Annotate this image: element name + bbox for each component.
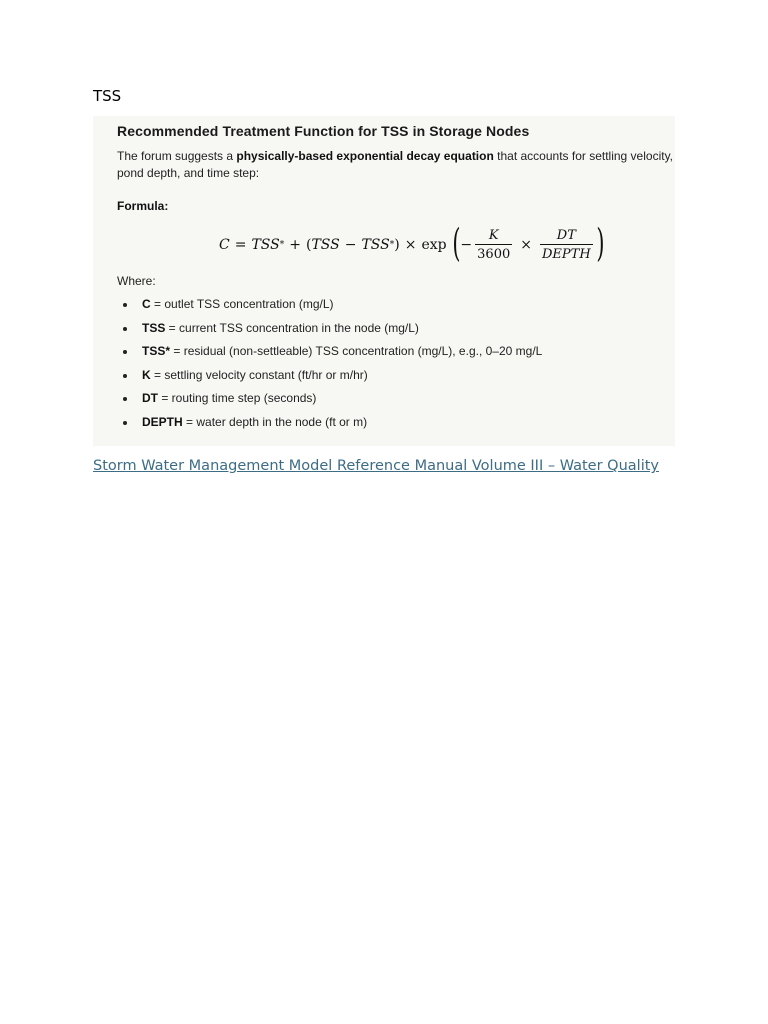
- figure-intro: [117, 148, 673, 182]
- section-heading: TSS: [93, 87, 122, 105]
- eq-times-2: ×: [520, 237, 532, 253]
- list-item: [117, 320, 542, 344]
- eq-big-close-paren: ): [595, 221, 605, 265]
- eq-plus: +: [289, 237, 301, 253]
- list-item: [117, 343, 542, 367]
- intro-text-start: The forum suggests a: [117, 149, 237, 163]
- variable-description: = water depth in the node (ft or m): [182, 414, 368, 429]
- eq-lhs: C: [219, 237, 230, 253]
- tss-equation: [219, 222, 604, 268]
- eq-exp: exp: [421, 237, 447, 253]
- eq-tss: TSS: [311, 237, 340, 253]
- variable-list: [117, 296, 542, 438]
- variable-symbol: K: [142, 367, 151, 382]
- eq-depth: DEPTH: [540, 244, 593, 262]
- list-item: [117, 390, 542, 414]
- intro-text-end: that accounts for settling velocity, pond depth, and time step:: [117, 149, 674, 180]
- where-label: Where:: [117, 274, 156, 288]
- eq-neg: −: [460, 237, 473, 253]
- bullet-icon: [123, 374, 127, 378]
- eq-tss-star-2: TSS: [361, 237, 390, 253]
- figure-title: Recommended Treatment Function for TSS in Storage Nodes: [117, 123, 530, 139]
- bullet-icon: [123, 397, 127, 401]
- eq-tss-star: TSS: [251, 237, 280, 253]
- bullet-icon: [123, 327, 127, 331]
- bullet-icon: [123, 350, 127, 354]
- eq-star-2: *: [389, 240, 395, 250]
- eq-fraction-k: [475, 228, 512, 262]
- eq-big-open-paren: (: [451, 221, 461, 265]
- eq-times: ×: [404, 237, 417, 253]
- variable-symbol: DEPTH: [142, 414, 183, 429]
- variable-symbol: TSS: [142, 320, 166, 335]
- variable-symbol: C: [142, 297, 151, 311]
- variable-description: = current TSS concentration in the node (mg/L): [165, 320, 419, 335]
- variable-symbol: TSS*: [142, 344, 171, 359]
- eq-k-denominator: 3600: [475, 244, 512, 262]
- variable-description: = routing time step (seconds): [158, 391, 317, 406]
- variable-symbol: DT: [142, 391, 158, 406]
- bullet-icon: [123, 421, 127, 425]
- variable-description: = residual (non-settleable) TSS concentration (mg/L), e.g., 0–20 mg/L: [170, 344, 543, 359]
- list-item: [117, 414, 542, 438]
- list-item: [117, 296, 542, 320]
- eq-minus: −: [344, 237, 357, 253]
- bullet-icon: [123, 303, 127, 307]
- formula-label: Formula:: [117, 199, 169, 213]
- eq-open-paren: (: [305, 237, 312, 253]
- variable-description: = settling velocity constant (ft/hr or m/hr): [150, 367, 368, 382]
- intro-text-bold: physically-based exponential decay equation: [236, 149, 494, 163]
- eq-star-1: *: [279, 240, 285, 250]
- eq-k: K: [488, 228, 499, 243]
- eq-equals: =: [234, 237, 247, 253]
- eq-dt: DT: [556, 228, 576, 243]
- list-item: [117, 367, 542, 391]
- reference-manual-link[interactable]: Storm Water Management Model Reference Manual Volume III – Water Quality: [93, 458, 659, 474]
- tss-treatment-figure: [93, 116, 675, 446]
- variable-description: = outlet TSS concentration (mg/L): [150, 297, 334, 311]
- eq-close-paren: ): [394, 237, 400, 253]
- eq-fraction-dt: [540, 228, 593, 262]
